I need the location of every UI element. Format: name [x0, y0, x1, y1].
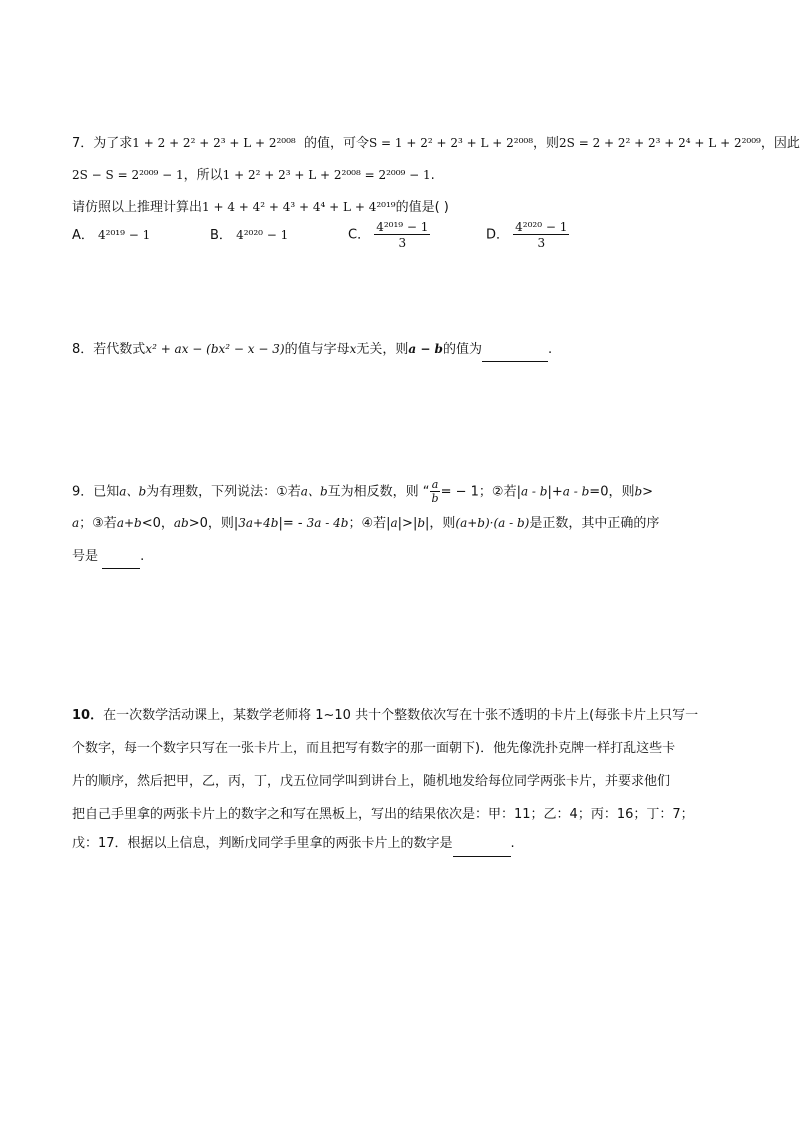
q7-line-3 [72, 198, 449, 217]
q9-line-1 [72, 479, 653, 505]
q9-text: =0，则 [589, 484, 635, 500]
q9-text: 互为相反数，则 [327, 484, 419, 500]
q8-text: 的值与字母 [284, 342, 350, 357]
q8-var: x [349, 342, 357, 356]
q9-expr: 3a+4b [238, 516, 279, 530]
q9-text: 为有理数，下列说法：①若 [146, 484, 301, 500]
q9-line-2 [72, 514, 659, 533]
q8-text: 的值为 [442, 342, 482, 357]
q10-text: 在一次数学活动课上，某数学老师将 1~10 共十个整数依次写在十张不透明的卡片上(每张卡片上只写一 [103, 708, 699, 723]
q10-text: 把自己手里拿的两张卡片上的数字之和写在黑板上，写出的结果依次是：甲：11；乙：4；丙：16；丁：7； [72, 807, 694, 822]
q10-line-1 [72, 706, 698, 726]
q7-text: 的值，可令 [304, 136, 370, 151]
q7-line-1 [72, 134, 800, 153]
q9-answer-blank[interactable] [102, 550, 140, 569]
q10-number: 10． [72, 708, 104, 723]
q7-text: 为了求 [93, 136, 133, 151]
option-label: A． [72, 228, 94, 243]
q10-text: . [510, 836, 515, 851]
q7-expr-target: 1 + 4 + 4² + 4³ + 4⁴ + L + 4²⁰¹⁹ [202, 200, 396, 214]
q10-text: 片的顺序，然后把甲，乙，丙，丁，戊五位同学叫到讲台上，随机地发给每位同学两张卡片，并要求他们 [72, 774, 671, 789]
q8-expr: x² + ax − (bx² − x − 3) [145, 342, 285, 356]
q9-expr: 3a - 4b [306, 516, 349, 530]
q10-line-5 [72, 834, 515, 857]
q7-expr-result: 1 + 2² + 2³ + L + 2²⁰⁰⁸ = 2²⁰⁰⁹ − 1 [222, 168, 431, 182]
q9-text: “ [422, 484, 430, 500]
q7-text: ，所以 [183, 168, 223, 183]
q9-text: > [642, 484, 654, 500]
q7-text: 的值是( ) [395, 200, 449, 215]
q7-line-2 [72, 166, 435, 185]
q7-text: 请仿照以上推理计算出 [72, 200, 203, 215]
q10-text: 戊：17．根据以上信息，判断戊同学手里拿的两张卡片上的数字是 [72, 836, 453, 851]
q7-option-c[interactable] [348, 220, 430, 250]
q7-number: 7． [72, 136, 94, 151]
q9-var: b [417, 516, 426, 530]
q9-text: = − 1；②若| [440, 484, 521, 500]
q9-expr: (a+b)·(a - b) [455, 516, 530, 530]
q9-text: 号是 [72, 549, 99, 564]
q9-var: a [390, 516, 398, 530]
q9-text: ；③若 [79, 516, 117, 531]
q8-expr-ab: a − b [408, 342, 443, 356]
option-label: D． [486, 227, 510, 243]
q9-number: 9． [72, 484, 94, 500]
q9-expr: a+b [116, 516, 142, 530]
q7-option-d[interactable] [486, 220, 569, 250]
q8-text: 无关，则 [356, 342, 409, 357]
q9-expr: a - b [520, 484, 548, 499]
q8-text: 若代数式 [93, 342, 146, 357]
q10-answer-blank[interactable] [453, 836, 511, 857]
q7-text: ，则 [533, 136, 560, 151]
q9-text: |+ [547, 484, 563, 500]
q7-expr-diff: 2S − S = 2²⁰⁰⁹ − 1 [72, 168, 184, 182]
q9-text: 已知 [93, 484, 120, 500]
q7-expr-2s: 2S = 2 + 2² + 2³ + 2⁴ + L + 2²⁰⁰⁹ [559, 136, 761, 150]
q9-text: ；④若| [348, 516, 391, 531]
q9-text: |，则 [425, 516, 456, 531]
q9-line-3 [72, 548, 144, 569]
q9-text: |= - [278, 516, 307, 531]
option-label: C． [348, 227, 371, 243]
option-fraction: $\frac{\text{4²⁰²⁰ − 1}}{3}$ [515, 220, 568, 250]
option-fraction: $\frac{\text{4²⁰¹⁹ − 1}}{3}$ [376, 220, 429, 250]
q10-text: 个数字，每一个数字只写在一张卡片上，而且把写有数字的那一面朝下)．他先像洗扑克牌一样打乱这些卡 [72, 741, 676, 756]
q10-line-2 [72, 739, 675, 759]
q9-text: . [140, 549, 145, 564]
q8-answer-blank[interactable] [482, 343, 548, 362]
q9-fraction: $\frac{a}{b}$ [431, 478, 439, 505]
q7-option-b[interactable] [210, 226, 288, 245]
q10-line-3 [72, 772, 670, 792]
q9-text: <0， [141, 516, 174, 531]
q9-var: a [72, 516, 80, 530]
q7-text: . [430, 168, 435, 183]
q7-expr-s: S = 1 + 2² + 2³ + L + 2²⁰⁰⁸ [369, 136, 534, 150]
q7-option-a[interactable] [72, 226, 150, 245]
q8-number: 8． [72, 342, 94, 357]
q7-expr-sum: 1 + 2 + 2² + 2³ + L + 2²⁰⁰⁸ [132, 136, 296, 150]
q9-expr: ab [173, 516, 189, 530]
option-value: 4²⁰²⁰ − 1 [236, 228, 289, 242]
option-value: 4²⁰¹⁹ − 1 [98, 228, 151, 242]
q9-var: b [634, 484, 643, 499]
q9-text: >0，则| [188, 516, 239, 531]
q9-text: |>| [397, 516, 418, 531]
q7-text: ，因此 [760, 136, 800, 151]
q9-var: a、b [300, 484, 328, 499]
q9-expr: a - b [562, 484, 590, 499]
q8-text: . [547, 342, 553, 357]
q10-line-4 [72, 805, 694, 825]
q9-var: a、b [119, 484, 147, 499]
q8-line [72, 340, 552, 362]
option-label: B． [210, 228, 232, 243]
q9-text: 是正数，其中正确的序 [529, 516, 660, 531]
